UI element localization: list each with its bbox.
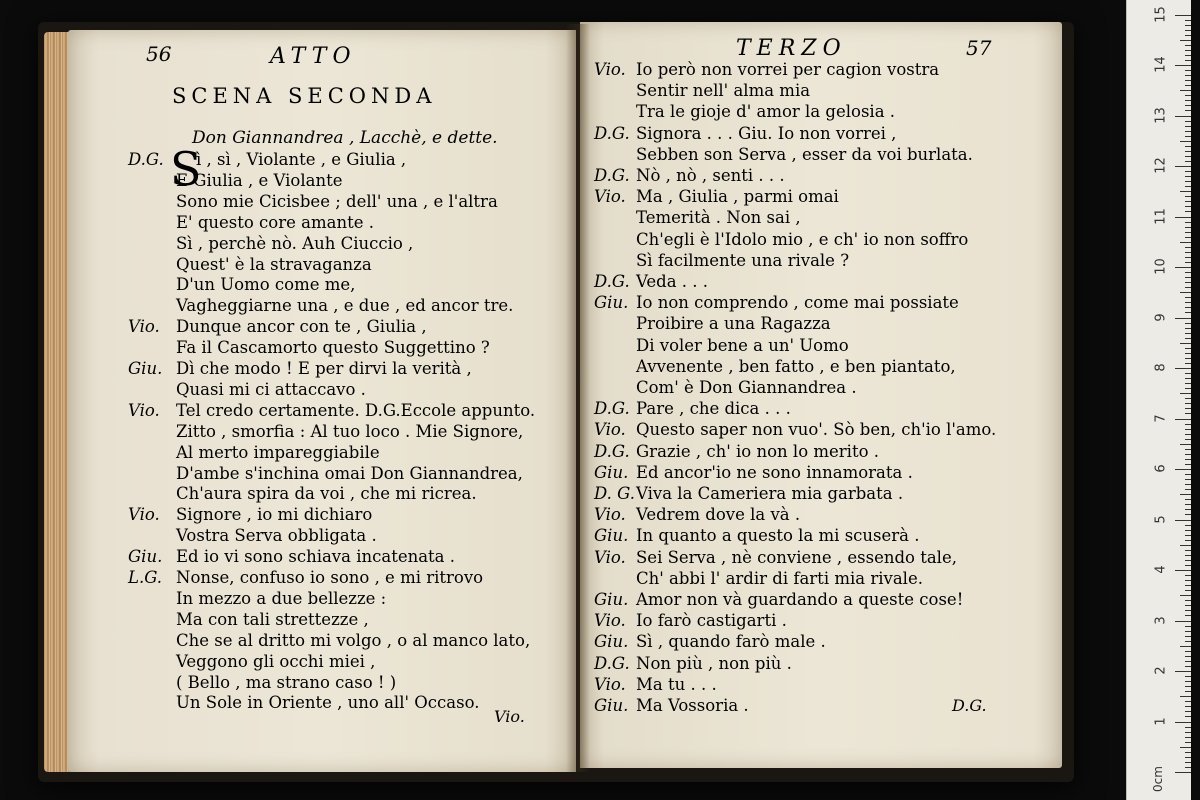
ruler-number: 4 — [1153, 565, 1169, 574]
verse-line: Ma Vossoria . — [636, 696, 749, 715]
ruler-number: 1 — [1153, 716, 1169, 726]
verse-line: Quasi mi ci attaccavo . — [176, 379, 366, 399]
ruler-tick — [1185, 60, 1191, 61]
ruler-tick — [1185, 25, 1191, 26]
verse-line: Io però non vorrei per cagion vostra — [636, 60, 940, 79]
verse-line: Signora . . . Giu. Io non vorrei , — [636, 123, 897, 143]
ruler-tick — [1185, 636, 1191, 637]
verse-line: Proibire a una Ragazza — [636, 314, 831, 334]
ruler-tick — [1185, 105, 1191, 106]
ruler-tick — [1180, 747, 1191, 748]
speaker-label: Giu. — [594, 590, 629, 609]
ruler-tick — [1185, 55, 1191, 56]
ruler-tick — [1175, 65, 1191, 66]
ruler-tick — [1175, 469, 1191, 470]
ruler-tick — [1185, 429, 1191, 430]
ruler-tick — [1185, 530, 1191, 531]
speaker-label: D.G. — [594, 653, 630, 673]
ruler-tick — [1180, 393, 1191, 394]
verse-line: Tra le gioje d' amor la gelosia . — [636, 102, 896, 122]
speaker-label: Giu. — [128, 547, 163, 567]
verse-line: Ma , Giulia , parmi omai — [636, 187, 839, 207]
verse-line: Ma con tali strettezze , — [176, 609, 369, 629]
ruler-tick — [1185, 641, 1191, 642]
verse-line: Vostra Serva obbligata . — [176, 526, 377, 546]
verse-line: Pare , che dica . . . — [636, 399, 791, 419]
verse-line: Ch' abbi l' ardir di farti mia rivale. — [636, 568, 923, 588]
ruler-tick — [1175, 520, 1191, 521]
ruler-tick — [1185, 176, 1191, 177]
ruler-tick — [1185, 282, 1191, 283]
speaker-label: D.G. — [594, 441, 630, 461]
ruler-tick — [1185, 727, 1191, 728]
ruler-tick — [1185, 222, 1191, 223]
ruler-tick — [1185, 752, 1191, 753]
ruler-tick — [1175, 570, 1191, 571]
ruler-tick — [1185, 121, 1191, 122]
ruler-tick — [1175, 116, 1191, 117]
verse-line: Vedrem dove la và . — [636, 505, 801, 525]
left-catchword: Vio. — [494, 707, 525, 726]
page-edges — [44, 32, 70, 772]
ruler-number: 2 — [1153, 666, 1169, 675]
ruler-tick — [1185, 413, 1191, 414]
ruler-tick — [1185, 454, 1191, 455]
verse-line: Un Sole in Oriente , uno all' Occaso. — [176, 693, 480, 713]
ruler-tick — [1185, 302, 1191, 303]
ruler-tick — [1185, 711, 1191, 712]
ruler-tick — [1185, 600, 1191, 601]
ruler-tick — [1185, 408, 1191, 409]
ruler-number: 11 — [1153, 207, 1169, 225]
ruler-tick — [1180, 646, 1191, 647]
ruler-tick — [1185, 701, 1191, 702]
ruler-tick — [1175, 722, 1191, 723]
ruler-tick — [1185, 287, 1191, 288]
ruler-tick — [1185, 95, 1191, 96]
verse-line: Grazie , ch' io non lo merito . — [636, 441, 879, 461]
speaker-label: Giu. — [594, 462, 629, 482]
ruler-number: 14 — [1153, 56, 1169, 73]
ruler-tick — [1175, 318, 1191, 319]
ruler-tick — [1185, 489, 1191, 490]
verse-line: Io non comprendo , come mai possiate — [636, 293, 959, 313]
verse-line: Che se al dritto mi volgo , o al manco lato, — [176, 630, 531, 650]
verse-line: ( Bello , ma strano caso ! ) — [176, 672, 397, 692]
speaker-label: D.G. — [594, 399, 630, 419]
ruler-tick — [1185, 767, 1191, 768]
ruler-tick — [1185, 126, 1191, 127]
verse-line: In mezzo a due bellezze : — [176, 588, 387, 608]
ruler-tick — [1185, 449, 1191, 450]
speaker-label: L.G. — [128, 568, 163, 587]
verse-line: Al merto impareggiabile — [176, 442, 380, 462]
ruler-tick — [1185, 201, 1191, 202]
ruler-tick — [1185, 691, 1191, 692]
verse-line: Sei Serva , nè conviene , essendo tale, — [636, 547, 957, 567]
ruler-tick — [1185, 146, 1191, 147]
ruler-tick — [1185, 514, 1191, 515]
ruler-tick — [1185, 181, 1191, 182]
ruler-tick — [1185, 626, 1191, 627]
ruler-tick — [1185, 676, 1191, 677]
left-page-number: 56 — [146, 42, 172, 66]
ruler-tick — [1185, 131, 1191, 132]
cast-list: Don Giannandrea , Lacchè, e dette. — [192, 128, 498, 148]
ruler-tick — [1185, 651, 1191, 652]
ruler-tick — [1185, 323, 1191, 324]
ruler-tick — [1180, 494, 1191, 495]
speaker-label: Vio. — [128, 400, 160, 420]
ruler-tick — [1185, 297, 1191, 298]
verse-line: Ch'aura spira da voi , che mi ricrea. — [176, 484, 477, 504]
ruler-tick — [1185, 686, 1191, 687]
ruler-tick — [1185, 30, 1191, 31]
ruler-tick — [1185, 257, 1191, 258]
speaker-label: Vio. — [594, 547, 626, 567]
ruler-tick — [1185, 262, 1191, 263]
ruler-tick — [1185, 540, 1191, 541]
ruler-tick — [1185, 353, 1191, 354]
ruler-tick — [1185, 464, 1191, 465]
speaker-label: D. G. — [594, 484, 635, 503]
ruler-tick — [1185, 742, 1191, 743]
ruler-number: 12 — [1153, 157, 1169, 174]
verse-line: Zitto , smorfia : Al tuo loco . Mie Signore, — [176, 421, 524, 441]
speaker-label: Vio. — [594, 674, 626, 694]
ruler-tick — [1185, 550, 1191, 551]
speaker-label: Vio. — [128, 505, 160, 525]
verse-line: Dunque ancor con te , Giulia , — [176, 317, 427, 337]
ruler-tick — [1185, 186, 1191, 187]
ruler-tick — [1185, 459, 1191, 460]
ruler-tick — [1185, 555, 1191, 556]
verse-line: Sebben son Serva , esser da voi burlata. — [636, 144, 973, 164]
ruler-tick — [1185, 237, 1191, 238]
right-catchword: D.G. — [952, 696, 987, 715]
verse-line: Veggono gli occhi miei , — [176, 651, 376, 671]
speaker-label: Vio. — [594, 420, 626, 440]
ruler-tick — [1180, 292, 1191, 293]
speaker-label: D.G. — [594, 166, 630, 185]
ruler-tick — [1185, 439, 1191, 440]
ruler-tick — [1185, 716, 1191, 717]
ruler-tick — [1185, 328, 1191, 329]
verse-line: Ch'egli è l'Idolo mio , e ch' io non soffro — [636, 229, 969, 249]
ruler-tick — [1185, 277, 1191, 278]
left-running-head: ATTO — [270, 44, 357, 69]
ruler-tick — [1185, 85, 1191, 86]
ruler-tick — [1185, 631, 1191, 632]
ruler-tick — [1180, 444, 1191, 445]
verse-line: Quest' è la stravaganza — [176, 254, 372, 274]
verse-line: Amor non và guardando a queste cose! — [636, 590, 964, 609]
measuring-ruler — [1126, 0, 1191, 800]
ruler-number: 15 — [1153, 5, 1169, 23]
ruler-tick — [1180, 343, 1191, 344]
speaker-label: Vio. — [594, 611, 626, 631]
ruler-tick — [1185, 211, 1191, 212]
ruler-tick — [1185, 388, 1191, 389]
ruler-number: 5 — [1153, 514, 1169, 524]
ruler-number: 9 — [1153, 312, 1169, 322]
ruler-tick — [1180, 40, 1191, 41]
ruler-tick — [1180, 90, 1191, 91]
speaker-label: D.G. — [128, 150, 164, 169]
ruler-tick — [1185, 525, 1191, 526]
ruler-tick — [1185, 80, 1191, 81]
ruler-tick — [1185, 363, 1191, 364]
ruler-tick — [1180, 696, 1191, 697]
verse-line: Dì che modo ! E per dirvi la verità , — [176, 359, 472, 378]
ruler-tick — [1185, 615, 1191, 616]
verse-line: Com' è Don Giannandrea . — [636, 378, 857, 397]
ruler-tick — [1185, 484, 1191, 485]
ruler-tick — [1185, 398, 1191, 399]
ruler-unit: 0cm — [1150, 766, 1165, 792]
verse-line: Temerità . Non sai , — [636, 208, 801, 228]
ruler-tick — [1185, 474, 1191, 475]
ruler-tick — [1175, 15, 1191, 16]
ruler-number: 7 — [1153, 413, 1169, 423]
verse-line: Sentir nell' alma mia — [636, 81, 811, 101]
ruler-tick — [1180, 191, 1191, 192]
ruler-tick — [1185, 156, 1191, 157]
speaker-label: Giu. — [594, 293, 629, 313]
ruler-tick — [1180, 141, 1191, 142]
verse-line: D'un Uomo come me, — [176, 275, 356, 295]
speaker-label: Vio. — [594, 505, 626, 525]
ruler-tick — [1185, 383, 1191, 384]
ruler-tick — [1185, 666, 1191, 667]
speaker-label: D.G. — [594, 272, 630, 291]
speaker-label: D.G. — [594, 123, 630, 143]
ruler-tick — [1185, 403, 1191, 404]
verse-line: Non più , non più . — [636, 653, 792, 673]
ruler-tick — [1185, 247, 1191, 248]
verse-line: Avvenente , ben fatto , e ben piantato, — [636, 356, 956, 376]
ruler-tick — [1185, 50, 1191, 51]
ruler-tick — [1185, 535, 1191, 536]
ruler-number: 8 — [1153, 363, 1169, 372]
ruler-tick — [1175, 166, 1191, 167]
ruler-tick — [1175, 772, 1191, 773]
ruler-tick — [1185, 580, 1191, 581]
ruler-tick — [1185, 110, 1191, 111]
verse-line: Tel credo certamente. D.G.Eccole appunto. — [176, 400, 536, 420]
verse-line: Sì facilmente una rivale ? — [636, 250, 850, 270]
ruler-tick — [1175, 621, 1191, 622]
ruler-tick — [1185, 100, 1191, 101]
ruler-tick — [1185, 509, 1191, 510]
verse-line: Nò , nò , senti . . . — [636, 166, 785, 185]
verse-line: Io farò castigarti . — [636, 611, 787, 631]
ruler-tick — [1185, 35, 1191, 36]
ruler-tick — [1185, 757, 1191, 758]
ruler-tick — [1185, 434, 1191, 435]
ruler-tick — [1185, 378, 1191, 379]
ruler-tick — [1180, 242, 1191, 243]
ruler-tick — [1175, 671, 1191, 672]
verse-line: Fa il Cascamorto questo Suggettino ? — [176, 338, 490, 358]
ruler-tick — [1185, 681, 1191, 682]
verse-line: Veda . . . — [636, 272, 709, 291]
ruler-tick — [1185, 227, 1191, 228]
verse-line: Viva la Cameriera mia garbata . — [636, 484, 904, 503]
verse-line: Sono mie Cicisbee ; dell' una , e l'altra — [176, 191, 498, 211]
ruler-tick — [1185, 560, 1191, 561]
ruler-tick — [1185, 575, 1191, 576]
verse-line: Di voler bene a un' Uomo — [636, 335, 849, 355]
verse-line: Nonse, confuso io sono , e mi ritrovo — [176, 568, 484, 587]
verse-line: In quanto a questo la mi scuserà . — [636, 526, 920, 546]
ruler-tick — [1185, 373, 1191, 374]
ruler-tick — [1180, 545, 1191, 546]
scene-title: SCENA SECONDA — [172, 84, 437, 108]
ruler-tick — [1175, 419, 1191, 420]
ruler-tick — [1185, 706, 1191, 707]
speaker-label: Giu. — [594, 632, 629, 652]
ruler-tick — [1175, 217, 1191, 218]
speaker-label: Giu. — [594, 696, 629, 715]
ruler-tick — [1185, 479, 1191, 480]
ruler-tick — [1185, 504, 1191, 505]
speaker-label: Vio. — [594, 60, 626, 79]
verse-line: Ed io vi sono schiava incatenata . — [176, 547, 456, 567]
book-gutter — [566, 24, 590, 772]
ruler-tick — [1185, 45, 1191, 46]
ruler-tick — [1185, 232, 1191, 233]
speaker-label: Vio. — [128, 317, 160, 337]
ruler-tick — [1185, 272, 1191, 273]
drop-cap: S — [170, 142, 202, 196]
verse-line: Ma tu . . . — [636, 674, 717, 694]
ruler-tick — [1185, 20, 1191, 21]
ruler-tick — [1185, 136, 1191, 137]
ruler-tick — [1185, 206, 1191, 207]
ruler-tick — [1185, 661, 1191, 662]
right-running-head: TERZO — [736, 36, 847, 61]
ruler-tick — [1185, 161, 1191, 162]
ruler-tick — [1185, 590, 1191, 591]
ruler-tick — [1185, 312, 1191, 313]
verse-line: E Giulia , e Violante — [176, 170, 343, 190]
ruler-tick — [1185, 762, 1191, 763]
ruler-tick — [1180, 595, 1191, 596]
ruler-tick — [1185, 424, 1191, 425]
ruler-tick — [1185, 565, 1191, 566]
speaker-label: Vio. — [594, 187, 626, 207]
ruler-tick — [1175, 267, 1191, 268]
verse-line: Sì , quando farò male . — [636, 632, 826, 652]
ruler-number: 3 — [1153, 615, 1169, 625]
speaker-label: Giu. — [128, 359, 163, 378]
ruler-tick — [1185, 70, 1191, 71]
ruler-tick — [1185, 610, 1191, 611]
ruler-tick — [1185, 307, 1191, 308]
speaker-label: Giu. — [594, 526, 629, 546]
ruler-tick — [1185, 75, 1191, 76]
ruler-tick — [1185, 348, 1191, 349]
verse-line: D'ambe s'inchina omai Don Giannandrea, — [176, 463, 523, 483]
ruler-tick — [1185, 196, 1191, 197]
verse-line: Ed ancor'io ne sono innamorata . — [636, 462, 913, 482]
ruler-tick — [1185, 252, 1191, 253]
ruler-number: 13 — [1153, 106, 1169, 124]
ruler-tick — [1185, 499, 1191, 500]
ruler-number: 6 — [1153, 464, 1169, 473]
ruler-tick — [1185, 605, 1191, 606]
right-page-number: 57 — [966, 36, 992, 60]
ruler-tick — [1185, 171, 1191, 172]
verse-line: ì , sì , Violante , e Giulia , — [196, 150, 407, 169]
ruler-tick — [1185, 338, 1191, 339]
ruler-number: 10 — [1153, 258, 1169, 275]
ruler-tick — [1185, 737, 1191, 738]
ruler-tick — [1185, 732, 1191, 733]
ruler-tick — [1185, 333, 1191, 334]
verse-line: Sì , perchè nò. Auh Ciuccio , — [176, 233, 414, 253]
verse-line: Signore , io mi dichiaro — [176, 505, 373, 525]
ruler-tick — [1185, 358, 1191, 359]
verse-line: E' questo core amante . — [176, 212, 374, 232]
verse-line: Questo saper non vuo'. Sò ben, ch'io l'amo. — [636, 420, 997, 440]
verse-line: Vagheggiarne una , e due , ed ancor tre. — [176, 296, 514, 316]
ruler-tick — [1175, 368, 1191, 369]
ruler-tick — [1185, 656, 1191, 657]
ruler-tick — [1185, 151, 1191, 152]
ruler-tick — [1185, 585, 1191, 586]
